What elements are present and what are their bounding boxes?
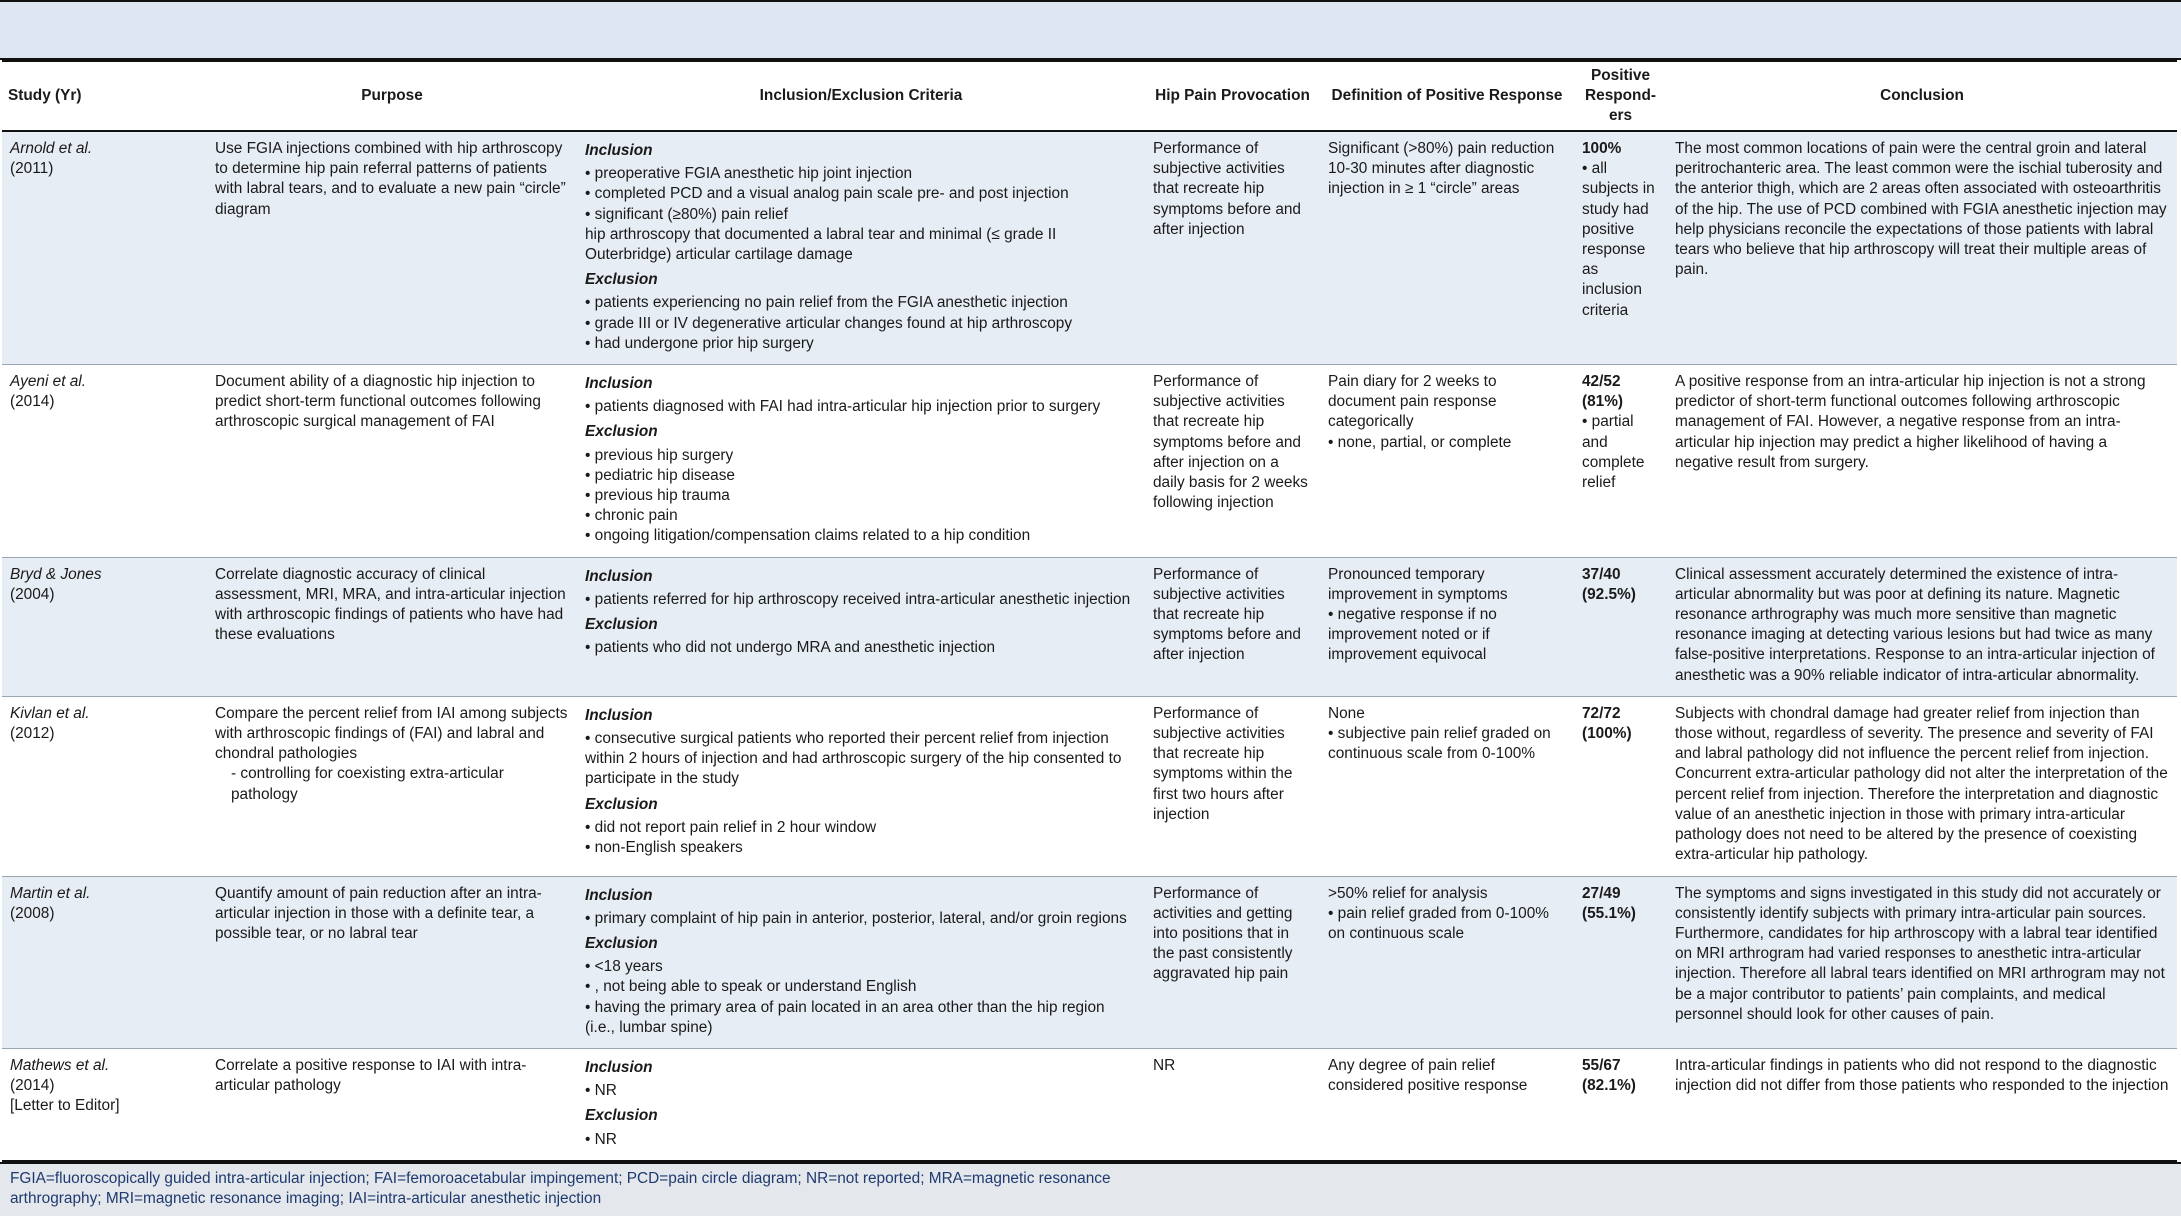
table-row [2,557,2177,696]
table-row [2,365,2177,558]
exclusion-item: • chronic pain [585,507,678,525]
exclusion-heading: Exclusion [585,1107,658,1125]
inclusion-item: • NR [585,1082,617,1100]
responders-note: • partial and complete relief [1582,413,1645,492]
definition-cell [1320,365,1574,558]
provocation-cell [1145,131,1320,365]
purpose-text: Correlate a positive response to IAI with intra-articular pathology [215,1056,527,1095]
criteria-cell [577,876,1145,1048]
exclusion-item: • <18 years [585,958,663,976]
purpose-cell [207,1048,577,1160]
exclusion-item: • patients experiencing no pain relief from the FGIA anesthetic injection [585,294,1068,312]
header-study: Study (Yr) [2,61,207,131]
provocation-text: NR [1153,1056,1176,1074]
inclusion-item: • primary complaint of hip pain in anterior, posterior, lateral, and/or groin regions [585,909,1127,927]
responders-value: 72/72 (100%) [1582,704,1632,743]
definition-cell [1320,557,1574,696]
definition-cell [1320,696,1574,876]
inclusion-heading: Inclusion [585,142,653,159]
responders-note: • all subjects in study had positive response as inclusion criteria [1582,160,1655,319]
exclusion-item: • grade III or IV degenerative articular changes found at hip arthroscopy [585,314,1073,332]
definition-note: • negative response if no improvement noted or if improvement equivocal [1328,606,1497,664]
exclusion-heading: Exclusion [585,795,658,813]
conclusion-cell [1667,365,2177,558]
exclusion-item: • previous hip trauma [585,487,730,505]
study-name: Martin et al. [10,884,91,902]
definition-text: Any degree of pain relief considered positive response [1328,1056,1528,1095]
conclusion-cell [1667,876,2177,1048]
table-row [2,1048,2177,1160]
study-year: (2014) [10,1077,55,1095]
provocation-text: Performance of subjective activities that recreate hip symptoms within the first two hours after injection [1153,704,1293,823]
conclusion-text: A positive response from an intra-articular hip injection is not a strong predictor of short-term functional outcomes following arthroscopic management of FAI. However, a negative response from an intra-articular hip injection may predict a higher likelihood of having a negative result from surgery. [1675,373,2146,471]
conclusion-text: Subjects with chondral damage had greater relief from injection than those without, regardless of severity. The presence and severity of FAI and labral pathology did not influence the percent relief from injection. Concurrent extra-articular pathology did not alter the interpretation of the percent relief from injection. Therefore the interpretation and diagnostic value of an anesthetic injection in those with primary intra-articular pathology does not need to be altered by the presence of coexisting extra-articular hip pathology. [1675,704,2168,864]
inclusion-heading: Inclusion [585,375,653,393]
exclusion-heading: Exclusion [585,423,658,441]
definition-note: • none, partial, or complete [1328,433,1512,451]
inclusion-item: • significant (≥80%) pain relief [585,205,788,223]
responders-value: 27/49 (55.1%) [1582,884,1636,922]
exclusion-heading: Exclusion [585,271,658,289]
header-conclusion: Conclusion [1667,61,2177,131]
provocation-cell [1145,557,1320,696]
exclusion-item: • NR [585,1130,617,1148]
footnote-text: FGIA=fluoroscopically guided intra-articular injection; FAI=femoroacetabular impingement; PCD=pain circle diagram; NR=not reported; MRA=magnetic resonance arthrography; MRI=magnetic resonance imaging; IAI=intra-articular anesthetic injection [10,1170,1111,1207]
table-row [2,876,2177,1048]
exclusion-heading: Exclusion [585,934,658,952]
provocation-cell [1145,876,1320,1048]
purpose-cell [207,696,577,876]
study-note: [Letter to Editor] [10,1097,120,1115]
provocation-cell [1145,365,1320,558]
definition-text: None [1328,704,1365,722]
inclusion-heading: Inclusion [585,567,653,585]
exclusion-item: • patients who did not undergo MRA and anesthetic injection [585,639,996,657]
definition-cell [1320,876,1574,1048]
responders-value: 100% [1582,140,1622,157]
conclusion-text: Intra-articular findings in patients who did not respond to the diagnostic injection did not differ from those patients who responded to the injection [1675,1056,2169,1095]
footnote [0,1162,2181,1216]
definition-text: Pronounced temporary improvement in symptoms [1328,565,1508,603]
criteria-cell [577,696,1145,876]
exclusion-item: • did not report pain relief in 2 hour window [585,818,877,836]
exclusion-item: • having the primary area of pain located in an area other than the hip region (i.e., lumbar spine) [585,998,1105,1036]
exclusion-item: • previous hip surgery [585,446,734,464]
purpose-text: Document ability of a diagnostic hip injection to predict short-term functional outcomes following arthroscopic surgical management of FAI [215,373,541,431]
header-purpose: Purpose [207,61,577,131]
definition-note: • subjective pain relief graded on continuous scale from 0-100% [1328,725,1551,763]
definition-cell [1320,1048,1574,1160]
header-responders: Positive Respond-ers [1574,61,1667,131]
criteria-cell [577,1048,1145,1160]
definition-text: Significant (>80%) pain reduction 10-30 minutes after diagnostic injection in ≥ 1 “circle” areas [1328,140,1555,198]
inclusion-item: • patients referred for hip arthroscopy received intra-articular anesthetic injection [585,590,1131,608]
inclusion-heading: Inclusion [585,706,653,724]
responders-cell [1574,131,1667,365]
criteria-cell [577,365,1145,558]
definition-note: • pain relief graded from 0-100% on continuous scale [1328,904,1549,942]
responders-cell [1574,696,1667,876]
inclusion-item: • completed PCD and a visual analog pain scale pre- and post injection [585,185,1069,203]
purpose-text: Correlate diagnostic accuracy of clinical assessment, MRI, MRA, and intra-articular injection with arthroscopic findings of patients who have had these evaluations [215,565,566,644]
study-year: (2008) [10,904,55,922]
exclusion-item: • non-English speakers [585,839,743,857]
study-name: Mathews et al. [10,1056,110,1074]
conclusion-cell [1667,696,2177,876]
responders-cell [1574,557,1667,696]
study-cell [2,696,207,876]
purpose-cell [207,876,577,1048]
studies-table [2,60,2177,1162]
exclusion-heading: Exclusion [585,616,658,634]
responders-value: 42/52 (81%) [1582,373,1624,411]
criteria-cell [577,557,1145,696]
conclusion-text: The symptoms and signs investigated in this study did not accurately or consistently identify subjects with primary intra-articular pain sources. Furthermore, candidates for hip arthroscopy with a labral tear identified on MRI arthrogram had varied responses to anesthetic intra-articular injection. Therefore all labral tears identified on MRI arthrogram may not be a major contributor to patients’ pain complaints, and medical personnel should look for other causes of pain. [1675,884,2165,1023]
definition-text: >50% relief for analysis [1328,884,1488,902]
definition-cell [1320,131,1574,365]
header-definition: Definition of Positive Response [1320,61,1574,131]
purpose-cell [207,557,577,696]
study-year: (2004) [10,585,55,603]
inclusion-item: • patients diagnosed with FAI had intra-articular hip injection prior to surgery [585,398,1101,416]
study-cell [2,1048,207,1160]
inclusion-heading: Inclusion [585,1058,653,1076]
provocation-text: Performance of subjective activities that recreate hip symptoms before and after injection [1153,565,1301,664]
criteria-cell [577,131,1145,365]
study-cell [2,365,207,558]
study-year: (2011) [10,160,54,178]
provocation-text: Performance of activities and getting into positions that in the past consistently aggravated hip pain [1153,884,1293,983]
exclusion-item: • ongoing litigation/compensation claims related to a hip condition [585,527,1031,545]
responders-cell [1574,1048,1667,1160]
inclusion-item: • preoperative FGIA anesthetic hip joint injection [585,165,913,183]
purpose-text: Use FGIA injections combined with hip arthroscopy to determine hip pain referral patterns of patients with labral tears, and to evaluate a new pain “circle” diagram [215,140,566,218]
header-row [2,61,2177,131]
study-year: (2012) [10,725,55,743]
provocation-text: Performance of subjective activities that recreate hip symptoms before and after injection [1153,140,1301,238]
table-body [2,131,2177,1161]
title-band [0,0,2181,60]
header-provocation: Hip Pain Provocation [1145,61,1320,131]
purpose-cell [207,131,577,365]
study-name: Ayeni et al. [10,373,87,391]
conclusion-text: Clinical assessment accurately determined the existence of intra-articular abnormality but was poor at defining its nature. Magnetic resonance arthrography was much more sensitive than magnetic resonance imaging at detecting various lesions but had twice as many false-positive interpretations. Response to an intra-articular injection of anesthetic was a 90% reliable indicator of intra-articular abnormality. [1675,565,2155,684]
conclusion-cell [1667,1048,2177,1160]
responders-cell [1574,876,1667,1048]
responders-cell [1574,365,1667,558]
provocation-cell [1145,696,1320,876]
purpose-text: Quantify amount of pain reduction after an intra-articular injection in those with a definite tear, a possible tear, or no labral tear [215,884,542,942]
study-cell [2,876,207,1048]
study-name: Kivlan et al. [10,704,90,722]
responders-value: 37/40 (92.5%) [1582,565,1636,603]
conclusion-cell [1667,131,2177,365]
provocation-cell [1145,1048,1320,1160]
inclusion-item: hip arthroscopy that documented a labral tear and minimal (≤ grade II Outerbridge) articular cartilage damage [585,225,1057,264]
conclusion-cell [1667,557,2177,696]
exclusion-item: • pediatric hip disease [585,466,735,484]
definition-text: Pain diary for 2 weeks to document pain response categorically [1328,373,1497,431]
study-cell [2,131,207,365]
purpose-text: Compare the percent relief from IAI among subjects with arthroscopic findings of (FAI) and labral and chondral pathologies [215,704,568,763]
purpose-subpoint: - controlling for coexisting extra-articular pathology [231,765,504,803]
study-name: Bryd & Jones [10,565,102,583]
exclusion-item: • had undergone prior hip surgery [585,334,814,352]
study-year: (2014) [10,393,55,411]
responders-value: 55/67 (82.1%) [1582,1056,1636,1095]
inclusion-heading: Inclusion [585,886,653,904]
inclusion-item: • consecutive surgical patients who reported their percent relief from injection within 2 hours of injection and had arthroscopic surgery of the hip consented to participate in the study [585,730,1122,788]
table-row [2,696,2177,876]
conclusion-text: The most common locations of pain were the central groin and lateral peritrochanteric area. The least common were the ischial tuberosity and the anterior thigh, which are 2 areas often associated with osteoarthritis of the hip. The use of PCD combined with FGIA anesthetic injection may help physicians reconcile the expectations of those patients with labral tears who believe that hip arthroscopy will treat their multiple areas of pain. [1675,140,2167,279]
exclusion-item: • , not being able to speak or understand English [585,978,917,996]
purpose-cell [207,365,577,558]
table-row [2,131,2177,365]
header-criteria: Inclusion/Exclusion Criteria [577,61,1145,131]
provocation-text: Performance of subjective activities that recreate hip symptoms before and after injection on a daily basis for 2 weeks following injection [1153,373,1308,512]
study-cell [2,557,207,696]
study-name: Arnold et al. [10,140,93,157]
